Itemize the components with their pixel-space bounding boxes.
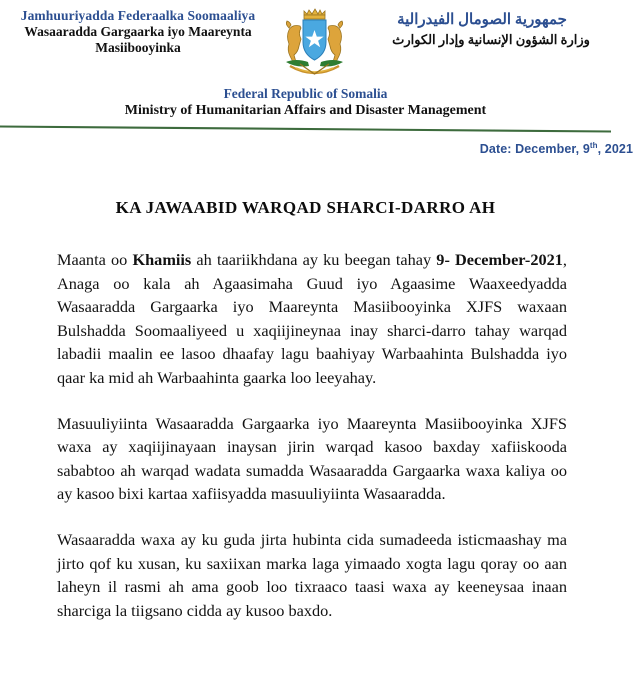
somali-country-name: Jamhuuriyadda Federaalka Soomaaliya bbox=[20, 8, 256, 23]
arabic-ministry-name: وزارة الشؤون الإنسانية وإدار الكوارث bbox=[392, 32, 590, 47]
body-text: Wasaaradda waxa ay ku guda jirta hubinta cida sumadeeda isticmaashay ma jirto qof ku xusan, ku saxiixan marka laga yimaado xogta lagu qoray oo aan laheyn il rasmi ah ama goob loo tixraaco taasi waxa ay keeneysaa inaan sharciga la tiigsano cidda ay kusoo baxdo. bbox=[57, 529, 567, 620]
date-text bbox=[480, 141, 633, 156]
document-title: KA JAWAABID WARQAD SHARCI-DARRO AH bbox=[115, 198, 496, 217]
date-year: , 2021 bbox=[597, 142, 633, 156]
body-text: Maanta oo bbox=[57, 250, 133, 269]
emphasis-text: Khamiis bbox=[132, 250, 192, 269]
english-country-name: Federal Republic of Somalia bbox=[223, 86, 388, 101]
letterhead-arabic-block bbox=[357, 6, 607, 50]
paragraph bbox=[57, 248, 567, 390]
letterhead bbox=[0, 0, 611, 118]
date-line bbox=[0, 136, 633, 160]
emphasis-text: 9- December-2021 bbox=[436, 250, 563, 269]
header-divider bbox=[0, 122, 611, 136]
letterhead-somali-block bbox=[4, 6, 272, 56]
date-label: Date: December, 9 bbox=[479, 142, 590, 156]
letterhead-english-block bbox=[0, 85, 611, 120]
body-text: ah taariikhdana ay ku beegan tahay bbox=[191, 250, 437, 269]
coat-of-arms-emblem-icon bbox=[276, 6, 354, 82]
document-body bbox=[0, 248, 611, 622]
date-ordinal-suffix: th bbox=[589, 140, 598, 150]
somali-ministry-name: Wasaaradda Gargaarka iyo Maareynta Masiibooyinka bbox=[24, 24, 252, 55]
paragraph bbox=[57, 412, 567, 506]
paragraph bbox=[57, 528, 567, 622]
arabic-country-name: جمهورية الصومال الفيدرالية bbox=[397, 12, 567, 28]
letterhead-top-row bbox=[0, 0, 611, 82]
body-text: , Anaga oo kala ah Agaasimaha Guud iyo Agaasime Waaxeedyadda Wasaaradda Gargaarka iyo Maareynta Masiibooyinka XJFS waxaan Bulshadda Soomaaliyeed u xaqiijineynaa inay sharci-darro tahay warqad labadii maalin ee lasoo dhaafay lagu baahiyay Warbaahinta Bulshadda iyo qaar ka mid ah Warbaahinta gaarka loo leeyahay. bbox=[57, 250, 567, 387]
english-ministry-name: Ministry of Humanitarian Affairs and Disaster Management bbox=[124, 103, 487, 118]
body-text: Masuuliyiinta Wasaaradda Gargaarka iyo Maareynta Masiibooyinka XJFS waxa ay xaqiijinayaan inaysan jirin warqad kasoo baxday xafiiskooda sababtoo ah warqad wadata sumadda Wasaaradda Gargaarka waxa kaliya oo ay kasoo bixi kartaa xafiisyadda masuuliyiinta Wasaaradda. bbox=[57, 413, 567, 504]
